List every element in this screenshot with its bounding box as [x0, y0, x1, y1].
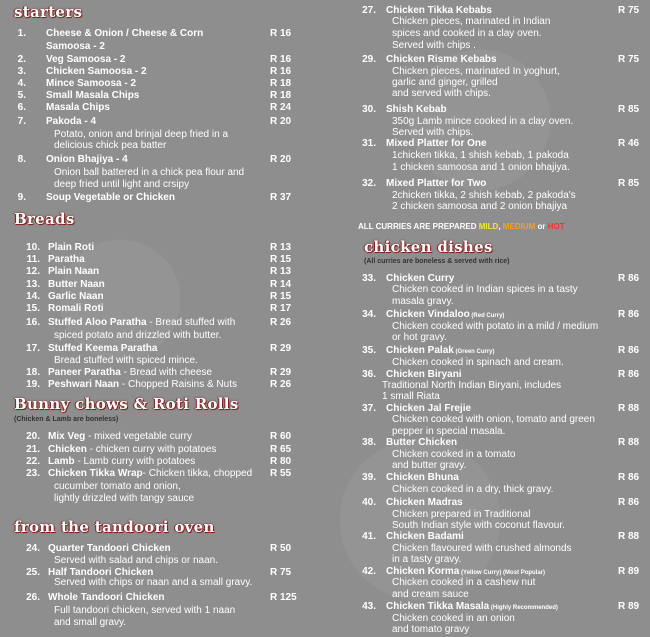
item-description: Chicken cooked in a tomato	[392, 449, 516, 460]
item-description: deep fried until light and crsipy	[54, 179, 190, 190]
item-price: R 15	[270, 291, 292, 302]
item-description: Served with chips.	[392, 127, 474, 138]
item-name: Romali Roti	[48, 303, 104, 314]
item-price: R 89	[618, 566, 640, 577]
item-name: Mix Veg - mixed vegetable curry	[48, 431, 192, 442]
item-name-continued: Samoosa - 2	[46, 41, 105, 52]
item-price: R 26	[270, 379, 292, 390]
item-price: R 86	[618, 369, 640, 380]
item-name: Butter Chicken	[386, 437, 458, 448]
item-tag: (Highly Recommended)	[489, 605, 558, 611]
item-price: R 29	[270, 367, 292, 378]
item-price: R 86	[618, 309, 640, 320]
item-name: Chicken Palak (Green Curry)	[386, 345, 495, 356]
item-description: 2 chicken samoosa and 2 onion bhajiya	[392, 201, 568, 212]
item-inline-desc: - Bread stuffed with	[146, 317, 236, 328]
item-number: 19.	[26, 379, 40, 390]
chicken-dishes-heading: chicken dishes	[364, 238, 493, 256]
item-name: Soup Vegetable or Chicken	[46, 192, 175, 203]
item-number: 5.	[17, 90, 26, 101]
item-tag: (Yellow Curry)	[459, 570, 502, 576]
item-price: R 13	[270, 242, 292, 253]
item-name: Masala Chips	[46, 102, 110, 113]
section-note: (Chicken & Lamb are boneless)	[14, 416, 119, 423]
item-inline-desc: - Bread with cheese	[120, 367, 212, 378]
item-number: 6.	[17, 102, 26, 113]
item-description: Chicken cooked in a dry, thick gravy.	[392, 484, 554, 495]
item-description: South Indian style with coconut flavour.	[392, 520, 565, 531]
item-description: Chicken cooked in a cashew nut	[392, 577, 536, 588]
item-price: R 18	[270, 78, 292, 89]
item-number: 1.	[17, 28, 26, 39]
item-name: Chicken Biryani	[386, 369, 462, 380]
mild-label: MILD	[478, 222, 499, 231]
item-number: 3.	[17, 66, 26, 77]
item-name: Chicken Tikka Kebabs	[386, 5, 492, 16]
item-price: R 75	[270, 567, 292, 578]
item-price: R 17	[270, 303, 292, 314]
item-price: R 18	[270, 90, 292, 101]
curry-heat-note	[358, 222, 565, 231]
item-description: cucumber tomato and onion,	[54, 481, 181, 492]
item-description: or hot gravy.	[392, 332, 447, 343]
item-inline-desc: - chicken curry with potatoes	[86, 444, 217, 455]
starters-heading: starters	[14, 3, 83, 21]
item-name: Chicken Vindaloo (Red Curry)	[386, 309, 505, 320]
item-number: 24.	[26, 543, 40, 554]
item-price: R 86	[618, 273, 640, 284]
item-number: 32.	[362, 178, 376, 189]
item-description: masala gravy.	[392, 296, 454, 307]
item-inline-desc: - Chicken tikka, chopped	[142, 468, 253, 479]
item-tag: (Red Curry)	[469, 313, 505, 319]
item-tag: (Most Popular)	[501, 570, 546, 576]
item-name: Cheese & Onion / Cheese & Corn	[46, 28, 204, 39]
item-number: 42.	[362, 566, 376, 577]
item-number: 31.	[362, 138, 376, 149]
item-description: 1 chicken samoosa and 1 onion bhajiya.	[392, 162, 570, 173]
item-description: Served with chips .	[392, 40, 476, 51]
item-inline-desc: - Lamb curry with potatoes	[74, 456, 196, 467]
item-name: Plain Naan	[48, 266, 100, 277]
item-name: Half Tandoori Chicken	[48, 567, 154, 578]
item-price: R 125	[270, 592, 297, 603]
item-description: Chicken flavoured with crushed almonds	[392, 543, 572, 554]
item-price: R 86	[618, 497, 640, 508]
item-description: Chicken cooked in spinach and cream.	[392, 357, 564, 368]
item-number: 2.	[17, 54, 26, 65]
item-number: 27.	[362, 5, 376, 16]
item-description: lightly drizzled with tangy sauce	[54, 493, 195, 504]
item-description: Potato, onion and brinjal deep fried in a	[54, 129, 229, 140]
item-description: 1chicken tikka, 1 shish kebab, 1 pakoda	[392, 150, 569, 161]
curry-note-or: or	[535, 222, 548, 231]
item-name: Chicken - chicken curry with potatoes	[48, 444, 217, 455]
item-number: 12.	[26, 266, 40, 277]
item-description: pepper in special masala.	[392, 426, 506, 437]
item-description: and served with chips.	[392, 88, 491, 99]
item-price: R 29	[270, 343, 292, 354]
item-name: Stuffed Aloo Paratha - Bread stuffed with	[48, 317, 236, 328]
item-name: Chicken Madras	[386, 497, 463, 508]
item-inline-desc: - mixed vegetable curry	[85, 431, 192, 442]
item-number: 38.	[362, 437, 376, 448]
item-price: R 85	[618, 104, 640, 115]
item-name: Mince Samoosa - 2	[46, 78, 137, 89]
item-name: Chicken Badami	[386, 531, 464, 542]
item-number: 29.	[362, 54, 376, 65]
item-description: Traditional North Indian Biryani, includes	[382, 380, 562, 391]
item-price: R 15	[270, 254, 292, 265]
item-name: Mixed Platter for Two	[386, 178, 487, 189]
item-number: 16.	[26, 317, 40, 328]
item-description: Onion ball battered in a chick pea flour and	[54, 167, 245, 178]
item-description: 2chicken tikka, 2 shish kebab, 2 pakoda's	[392, 190, 576, 201]
item-name: Chicken Curry	[386, 273, 455, 284]
tandoori-heading: from the tandoori oven	[14, 518, 215, 536]
item-number: 22.	[26, 456, 40, 467]
item-description: Chicken cooked with potato in a mild / medium	[392, 321, 599, 332]
item-number: 11.	[26, 254, 40, 265]
item-description: in a tasty gravy.	[392, 554, 462, 565]
item-price: R 85	[618, 178, 640, 189]
item-description: Chicken cooked with onion, tomato and green	[392, 414, 595, 425]
item-price: R 16	[270, 54, 292, 65]
item-inline-desc: - Chopped Raisins & Nuts	[119, 379, 237, 390]
item-price: R 88	[618, 437, 640, 448]
item-description: and cream sauce	[392, 589, 469, 600]
item-description: Chicken cooked in an onion	[392, 613, 515, 624]
item-number: 14.	[26, 291, 40, 302]
item-number: 26.	[26, 592, 40, 603]
item-number: 36.	[362, 369, 376, 380]
item-number: 37.	[362, 403, 376, 414]
item-name: Butter Naan	[48, 279, 105, 290]
item-name: Quarter Tandoori Chicken	[48, 543, 171, 554]
item-description: Bread stuffed with spiced mince.	[54, 355, 198, 366]
item-number: 15.	[26, 303, 40, 314]
breads-heading: Breads	[14, 210, 75, 228]
item-price: R 37	[270, 192, 292, 203]
item-number: 43.	[362, 601, 376, 612]
item-name: Stuffed Keema Paratha	[48, 343, 158, 354]
item-description: garlic and ginger, grilled	[392, 77, 498, 88]
item-name: Chicken Samoosa - 2	[46, 66, 147, 77]
item-price: R 55	[270, 468, 292, 479]
item-number: 41.	[362, 531, 376, 542]
item-name: Small Masala Chips	[46, 90, 140, 101]
item-number: 33.	[362, 273, 376, 284]
item-name: Chicken Risme Kebabs	[386, 54, 497, 65]
item-description: Served with salad and chips or naan.	[54, 555, 218, 566]
item-price: R 88	[618, 403, 640, 414]
item-price: R 75	[618, 54, 640, 65]
item-name: Chicken Tikka Masala (Highly Recommended)	[386, 601, 558, 612]
item-name: Chicken Bhuna	[386, 472, 459, 483]
item-description: delicious chick pea batter	[54, 140, 167, 151]
item-price: R 46	[618, 138, 640, 149]
item-number: 8.	[17, 154, 26, 165]
item-price: R 26	[270, 317, 292, 328]
hot-label: HOT	[547, 222, 565, 231]
item-number: 39.	[362, 472, 376, 483]
item-number: 10.	[26, 242, 40, 253]
item-name: Chicken Jal Frejie	[386, 403, 472, 414]
item-price: R 16	[270, 66, 292, 77]
curry-note-separator: ,	[498, 222, 503, 231]
item-price: R 75	[618, 5, 640, 16]
item-price: R 20	[270, 116, 292, 127]
item-number: 35.	[362, 345, 376, 356]
item-number: 4.	[17, 78, 26, 89]
item-number: 18.	[26, 367, 40, 378]
item-name: Paratha	[48, 254, 85, 265]
item-description: spices and cooked in a clay oven.	[392, 28, 542, 39]
item-price: R 65	[270, 444, 292, 455]
item-number: 9.	[17, 192, 26, 203]
item-number: 13.	[26, 279, 40, 290]
item-description: Chicken pieces, marinated In yoghurt,	[392, 66, 560, 77]
item-number: 34.	[362, 309, 376, 320]
item-name: Plain Roti	[48, 242, 95, 253]
item-tag: (Green Curry)	[453, 349, 495, 355]
item-price: R 89	[618, 601, 640, 612]
medium-label: MEDIUM	[502, 222, 536, 231]
item-price: R 80	[270, 456, 292, 467]
item-description: Chicken prepared in Traditional	[392, 509, 531, 520]
item-name: Paneer Paratha - Bread with cheese	[48, 367, 212, 378]
item-price: R 16	[270, 28, 292, 39]
item-price: R 50	[270, 543, 292, 554]
item-description: 1 small Riata	[382, 391, 440, 402]
item-description: Chicken cooked in Indian spices in a tasty	[392, 284, 578, 295]
item-price: R 86	[618, 472, 640, 483]
item-name: Onion Bhajiya - 4	[46, 154, 128, 165]
item-number: 23.	[26, 468, 40, 479]
item-price: R 14	[270, 279, 292, 290]
item-number: 17.	[26, 343, 40, 354]
item-name: Chicken Korma (Yellow Curry) (Most Popular)	[386, 566, 546, 577]
item-description: Full tandoori chicken, served with 1 naan	[54, 605, 236, 616]
item-description: 350g Lamb mince cooked in a clay oven.	[392, 116, 574, 127]
section-note: (All curries are boneless & served with rice)	[364, 258, 510, 265]
item-number: 40.	[362, 497, 376, 508]
item-number: 25.	[26, 567, 40, 578]
item-name: Mixed Platter for One	[386, 138, 487, 149]
item-price: R 60	[270, 431, 292, 442]
item-price: R 88	[618, 531, 640, 542]
item-description: and small gravy.	[54, 617, 127, 628]
item-name: Chicken Tikka Wrap- Chicken tikka, chopped	[48, 468, 253, 479]
item-name: Peshwari Naan - Chopped Raisins & Nuts	[48, 379, 237, 390]
item-description: Chicken pieces, marinated in Indian	[392, 16, 551, 27]
bunny-chows-heading: Bunny chows & Roti Rolls	[14, 395, 239, 413]
item-name: Lamb - Lamb curry with potatoes	[48, 456, 196, 467]
item-price: R 86	[618, 345, 640, 356]
item-description: and butter gravy.	[392, 460, 467, 471]
item-name: Whole Tandoori Chicken	[48, 592, 165, 603]
item-price: R 20	[270, 154, 292, 165]
item-description: spiced potato and drizzled with butter.	[54, 330, 222, 341]
item-description: and tomato gravy	[392, 624, 470, 635]
item-name: Garlic Naan	[48, 291, 104, 302]
item-price: R 24	[270, 102, 292, 113]
item-number: 21.	[26, 444, 40, 455]
item-name: Veg Samoosa - 2	[46, 54, 126, 65]
item-price: R 13	[270, 266, 292, 277]
item-number: 20.	[26, 431, 40, 442]
item-number: 30.	[362, 104, 376, 115]
item-name: Shish Kebab	[386, 104, 447, 115]
curry-note-text: ALL CURRIES ARE PREPARED	[358, 222, 479, 231]
item-description: Served with chips or naan and a small gravy.	[54, 577, 253, 588]
item-name: Pakoda - 4	[46, 116, 97, 127]
item-number: 7.	[17, 116, 26, 127]
